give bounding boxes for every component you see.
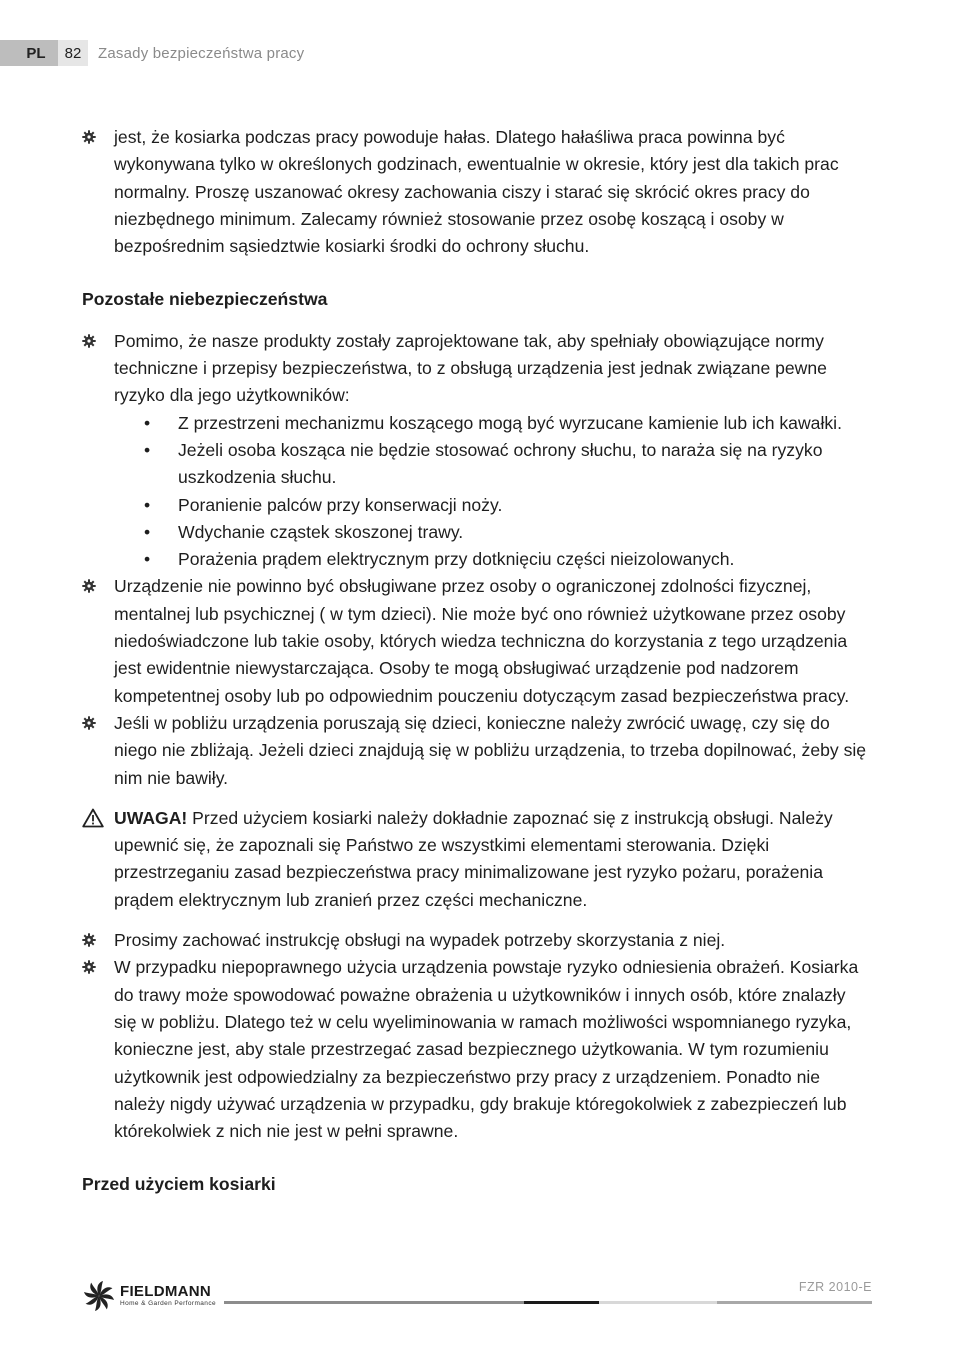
footer-rule bbox=[599, 1301, 717, 1304]
bullet-text: Pomimo, że nasze produkty zostały zaprojektowane tak, aby spełniały obowiązujące normy techniczne i przepisy bezpieczeństwa, to z obsługą urządzenia jest jednak związane pewne ryzyko dla jego użytkowników: bbox=[114, 330, 827, 406]
risk-list bbox=[82, 410, 872, 574]
page-header bbox=[0, 40, 304, 66]
warning-triangle-icon bbox=[82, 808, 104, 828]
footer-rule bbox=[524, 1301, 599, 1304]
section-heading-before-use: Przed użyciem kosiarki bbox=[82, 1174, 276, 1195]
gear-bullet-icon bbox=[82, 933, 96, 947]
brand-tagline: Home & Garden Performance bbox=[120, 1300, 216, 1307]
footer-rule bbox=[717, 1301, 872, 1304]
risk-item: • Porażenia prądem elektrycznym przy dotknięciu części nieizolowanych. bbox=[178, 546, 872, 573]
bullet-noise bbox=[82, 124, 872, 260]
page-number: 82 bbox=[58, 40, 88, 66]
warning-label: UWAGA! bbox=[114, 807, 188, 828]
model-number: FZR 2010-E bbox=[798, 1280, 872, 1294]
bullet-text: W przypadku niepoprawnego użycia urządzenia powstaje ryzyko odniesienia obrażeń. Kosiarka do trawy może spowodować poważne obrażenia u użytkowników i innych osób, które znalazły się w pobliżu. Dlatego też w celu wyeliminowania w ramach możliwości wspomnianego ryzyka, konieczne jest, aby stale przestrzegać zasad bezpiecznego użytkowania. W tym rozumieniu użytkownik jest odpowiedzialny za bezpieczeństwo przy pracy z urządzeniem. Ponadto nie należy nigdy używać urządzenia w przypadku, gdy brakuje któregokolwiek z zabezpieczeń lub którekolwiek z nich nie jest w pełni sprawne. bbox=[114, 957, 859, 1142]
bullet-restrictions bbox=[82, 573, 872, 709]
bullet-misuse bbox=[82, 954, 872, 1145]
warning-block bbox=[82, 805, 872, 914]
bullet-risk-intro bbox=[82, 328, 872, 410]
header-title: Zasady bezpieczeństwa pracy bbox=[98, 44, 305, 62]
language-tab: PL bbox=[0, 40, 58, 66]
footer-rule bbox=[224, 1301, 524, 1304]
section-heading-risks: Pozostałe niebezpieczeństwa bbox=[82, 289, 328, 310]
bullet-text: Urządzenie nie powinno być obsługiwane przez osoby o ograniczonej zdolności fizycznej, mentalnej lub psychicznej ( w tym dzieci). Nie może być ono również użytkowane przez osoby niedoświadczone lub takie osoby, których wiedza techniczna do korzystania z tego urządzenia jest ewidentnie niewystarczająca. Osoby te mogą obsługiwać urządzenie pod nadzorem kompetentnej osoby lub po odpowiednim pouczeniu dotyczącym zasad bezpieczeństwa pracy. bbox=[114, 576, 850, 706]
brand-name: FIELDMANN bbox=[120, 1283, 212, 1300]
bullet-text: jest, że kosiarka podczas pracy powoduje hałas. Dlatego hałaśliwa praca powinna być wykonywana tylko w określonych godzinach, ewentualnie w okresie, który jest dla takich prac normalny. Proszę uszanować okresy zachowania ciszy i starać się skrócić okres pracy do niezbędnego minimum. Zalecamy również stosowanie przez osobę koszącą i osoby w bezpośrednim sąsiedztwie kosiarki środki do ochrony słuchu. bbox=[114, 127, 839, 257]
gear-bullet-icon bbox=[82, 716, 96, 730]
fan-logo-icon bbox=[82, 1279, 116, 1313]
gear-bullet-icon bbox=[82, 130, 96, 144]
gear-bullet-icon bbox=[82, 960, 96, 974]
risk-item: • Jeżeli osoba kosząca nie będzie stosować ochrony słuchu, to naraża się na ryzyko uszkodzenia słuchu. bbox=[178, 437, 872, 492]
risk-item: • Poranienie palców przy konserwacji noży. bbox=[178, 492, 872, 519]
bullet-children bbox=[82, 710, 872, 792]
page-content bbox=[82, 124, 872, 1199]
bullet-keep-manual bbox=[82, 927, 872, 954]
gear-bullet-icon bbox=[82, 579, 96, 593]
bullet-text: Prosimy zachować instrukcję obsługi na wypadek potrzeby skorzystania z niej. bbox=[114, 930, 726, 951]
risk-item: • Wdychanie cząstek skoszonej trawy. bbox=[178, 519, 872, 546]
page-footer bbox=[82, 1275, 872, 1320]
gear-bullet-icon bbox=[82, 334, 96, 348]
warning-text: Przed użyciem kosiarki należy dokładnie zapoznać się z instrukcją obsługi. Należy upewnić się, że zapoznali się Państwo ze wszystkimi elementami sterowania. Dzięki przestrzeganiu zasad bezpieczeństwa pracy minimalizowane jest ryzyko pożaru, porażenia prądem elektrycznym lub zranień przez części mechaniczne. bbox=[114, 807, 833, 910]
brand-logo bbox=[82, 1279, 216, 1313]
bullet-text: Jeśli w pobliżu urządzenia poruszają się dzieci, konieczne należy zwrócić uwagę, czy się do niego nie zbliżają. Jeżeli dzieci znajdują się w pobliżu urządzenia, to trzeba dopilnować, żeby się nim nie bawiły. bbox=[114, 712, 867, 788]
risk-item: • Z przestrzeni mechanizmu koszącego mogą być wyrzucane kamienie lub ich kawałki. bbox=[178, 410, 872, 437]
